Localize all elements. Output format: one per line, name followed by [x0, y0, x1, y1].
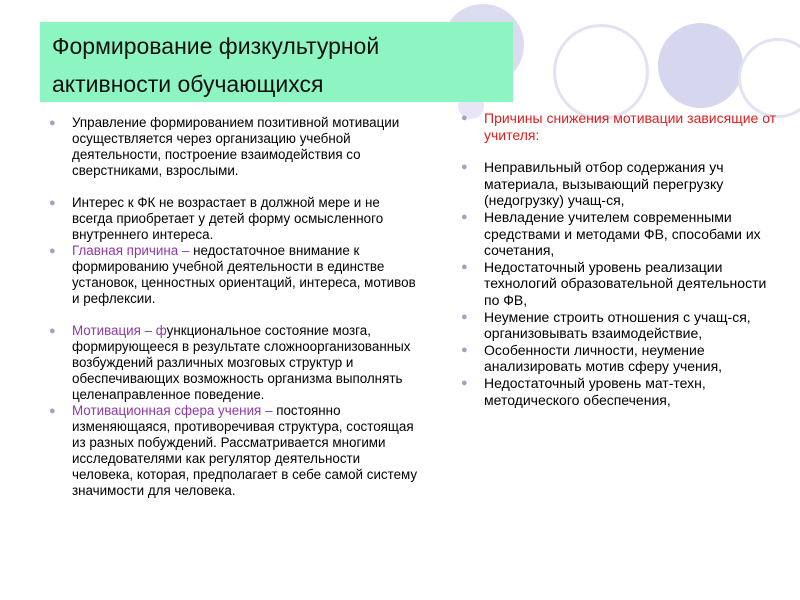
list-item: [48, 403, 420, 499]
left-column: [48, 115, 420, 499]
bullet-icon: ●: [461, 310, 468, 323]
right-heading: Причины снижения мотивации зависящие от учителя:: [484, 110, 777, 143]
list-item: [48, 243, 420, 307]
item-text: Невладение учителем современными средствами и методами ФВ, способами их сочетания,: [484, 208, 761, 259]
bullet-icon: ●: [49, 245, 56, 257]
bullet-icon: ●: [461, 161, 468, 174]
bullet-icon: ●: [461, 376, 468, 389]
slide-title: [52, 27, 379, 103]
list-item: [460, 110, 785, 143]
slide-title-line1: Формирование физкультурной: [52, 33, 380, 59]
bullet-icon: ●: [49, 117, 56, 129]
item-text: Неправильный отбор содержания уч материала, вызывающий перегрузку (недогрузку) учащ-ся,: [484, 159, 724, 209]
list-item: [460, 259, 785, 309]
list-item: [460, 209, 785, 259]
right-column: [460, 110, 785, 408]
bullet-icon: ●: [461, 210, 468, 223]
item-text: Неумение строить отношения с учащ-ся, организовывать взаимодействие,: [484, 308, 751, 342]
item-highlight: Мотивация – ф: [72, 323, 167, 338]
bullet-icon: ●: [49, 197, 56, 209]
decor-circle: [658, 23, 743, 108]
list-item: [460, 375, 785, 408]
item-text: Управление формированием позитивной мотивации осуществляется через организацию учебной деятельности, построение взаимодействия со сверстниками, взрослыми.: [72, 115, 400, 178]
list-item: [48, 323, 420, 403]
bullet-icon: ●: [461, 343, 468, 356]
list-item: [460, 309, 785, 342]
bullet-icon: ●: [461, 112, 468, 124]
bullet-icon: ●: [49, 405, 56, 417]
item-highlight: Главная причина –: [72, 243, 190, 258]
item-text: ункциональное состояние мозга, формирующееся в результате сложноорганизованных возбуждений различных мозговых структур и обеспечивающих возможность организма выполнять целенаправленное поведение.: [72, 323, 411, 402]
item-text: Недостаточный уровень мат-техн, методического обеспечения,: [484, 374, 706, 408]
bullet-icon: ●: [49, 325, 56, 337]
decor-circle: [738, 38, 800, 118]
decor-circle: [553, 24, 649, 120]
slide-title-line2: активности обучающихся: [52, 71, 324, 97]
list-item: [48, 115, 420, 179]
list-item: [48, 195, 420, 243]
item-text: постоянно изменяющаяся, противоречивая структура, состоящая из разных побуждений. Рассматривается многими исследователями как регулятор деятельности человека, которая, предполагает в себе самой систему значимости для человека.: [72, 403, 418, 498]
item-highlight: Мотивационная сфера учения –: [72, 403, 273, 418]
item-text: Недостаточный уровень реализации технологий образовательной деятельности по ФВ,: [484, 258, 767, 308]
list-item: [460, 342, 785, 375]
item-text: Интерес к ФК не возрастает в должной мере и не всегда приобретает у детей форму осмысленного внутреннего интереса.: [72, 195, 384, 242]
list-item: [460, 159, 785, 209]
item-text: Особенности личности, неумение анализировать мотив сферу учения,: [484, 341, 723, 375]
bullet-icon: ●: [461, 260, 468, 273]
item-text: недостаточное внимание к формированию учебной деятельности в единстве установок, ценностных ориентаций, интереса, мотивов и рефлексии.: [72, 243, 416, 306]
